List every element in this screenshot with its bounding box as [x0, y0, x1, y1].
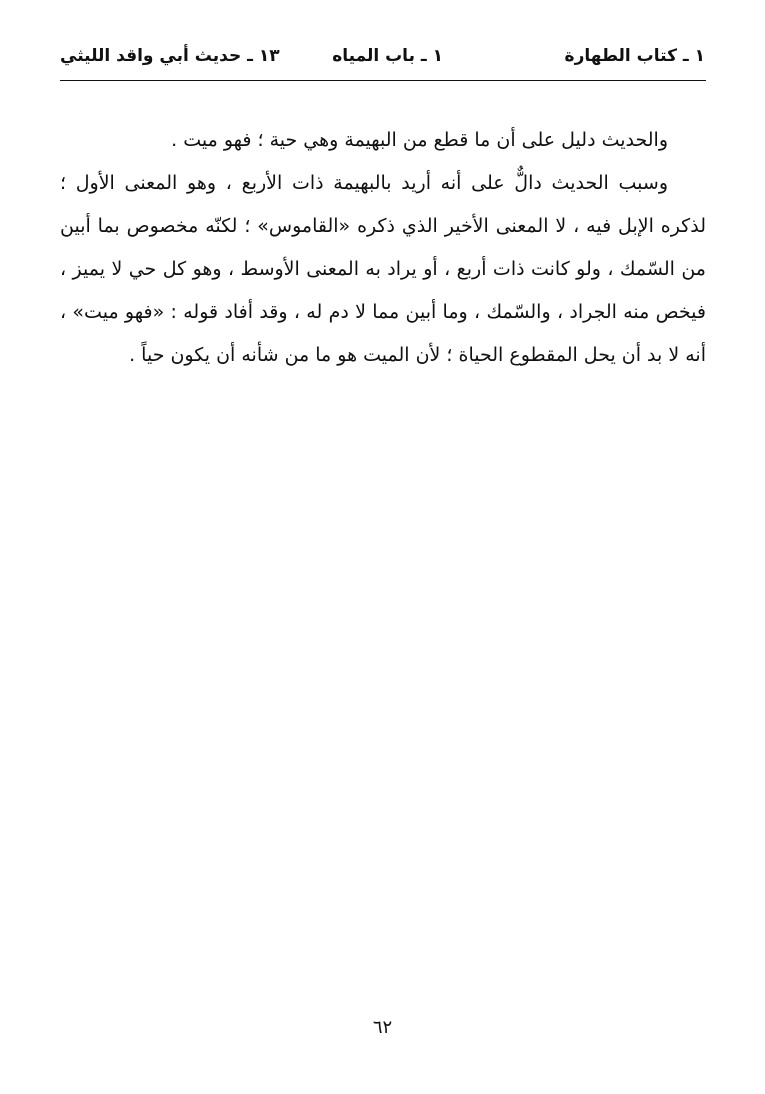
page-number: ٦٢ [372, 1017, 393, 1038]
header-hadith-title: ١٣ ـ حديث أبي واقد الليثي [60, 46, 280, 66]
running-header [60, 38, 705, 74]
main-text [60, 119, 706, 377]
header-book-title: ١ ـ كتاب الطهارة [564, 46, 705, 66]
paragraph: وسبب الحديث دالٌّ على أنه أريد بالبهيمة ذات الأربع ، وهو المعنى الأول ؛ لذكره الإبل فيه ، لا المعنى الأخير الذي ذكره «القاموس» ؛ لكنّه مخصوص بما أبين من السّمك ، ولو كانت ذات أربع ، أو يراد به المعنى الأوسط ، وهو كل حي لا يميز ، فيخص منه الجراد ، والسّمك ، وما أبين مما لا دم له ، وقد أفاد قوله : «فهو ميت» ، أنه لا بد أن يحل المقطوع الحياة ؛ لأن الميت هو ما من شأنه أن يكون حياً . [60, 172, 706, 366]
header-chapter-title: ١ ـ باب المياه [332, 46, 443, 66]
paragraph: والحديث دليل على أن ما قطع من البهيمة وهي حية ؛ فهو ميت . [171, 129, 668, 151]
header-divider [60, 80, 706, 81]
